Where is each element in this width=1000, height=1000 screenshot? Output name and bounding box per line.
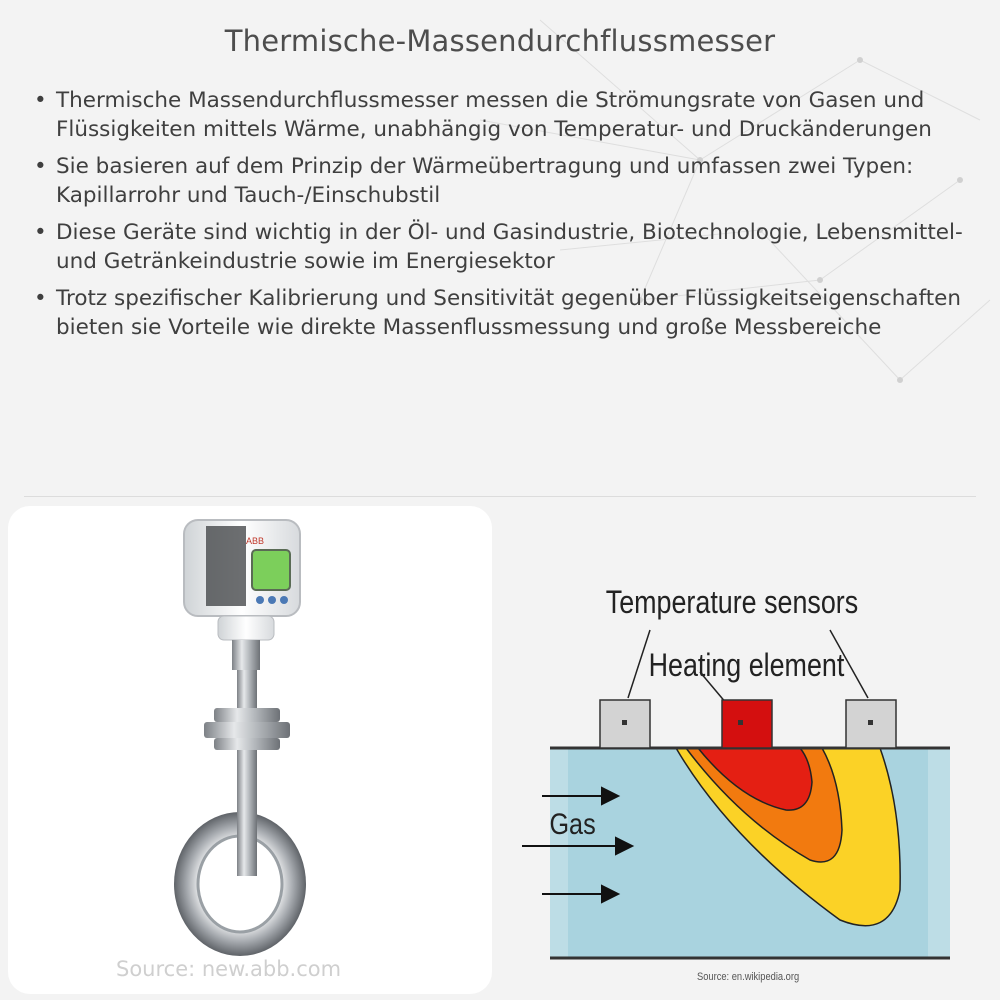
- bullet-item: [28, 86, 978, 144]
- bullet-marker: •: [34, 286, 47, 311]
- bullet-list: [28, 86, 978, 350]
- flow-meter-illustration: [8, 506, 492, 994]
- bullet-text: Sie basieren auf dem Prinzip der Wärmeübertragung und umfassen zwei Typen: Kapillarrohr und Tauch-/Einschubstil: [56, 154, 914, 208]
- heating-element-label: Heating element: [648, 647, 845, 684]
- gas-label: Gas: [549, 806, 596, 841]
- bullet-marker: •: [34, 154, 47, 179]
- sensor-pointer-left: [628, 630, 650, 698]
- temperature-sensors-label: Temperature sensors: [605, 584, 859, 621]
- bullet-item: [28, 152, 978, 210]
- brand-logo-text: ABB: [246, 536, 265, 546]
- left-image-source: Source: new.abb.com: [116, 957, 342, 981]
- heating-element-block: [722, 700, 772, 748]
- flow-meter-photo-card: [8, 506, 492, 994]
- section-divider: [24, 496, 976, 497]
- bullet-item: [28, 218, 978, 276]
- bullet-text: Thermische Massendurchflussmesser messen die Strömungsrate von Gasen und Flüssigkeiten mittels Wärme, unabhängig von Temperatur- und Druckänderungen: [56, 88, 932, 142]
- thermal-flow-diagram: [510, 560, 970, 990]
- page-title: Thermische-Massendurchflussmesser: [224, 24, 776, 58]
- bullet-item: [28, 284, 978, 342]
- bullet-marker: •: [34, 88, 47, 113]
- bullet-marker: •: [34, 220, 47, 245]
- bullet-text: Diese Geräte sind wichtig in der Öl- und Gasindustrie, Biotechnologie, Lebensmittel- und Getränkeindustrie sowie im Energiesektor: [56, 220, 963, 274]
- right-image-source: Source: en.wikipedia.org: [697, 971, 800, 984]
- bullet-text: Trotz spezifischer Kalibrierung und Sensitivität gegenüber Flüssigkeitseigenschaften bieten sie Vorteile wie direkte Massenflussmessung und große Messbereiche: [56, 286, 962, 340]
